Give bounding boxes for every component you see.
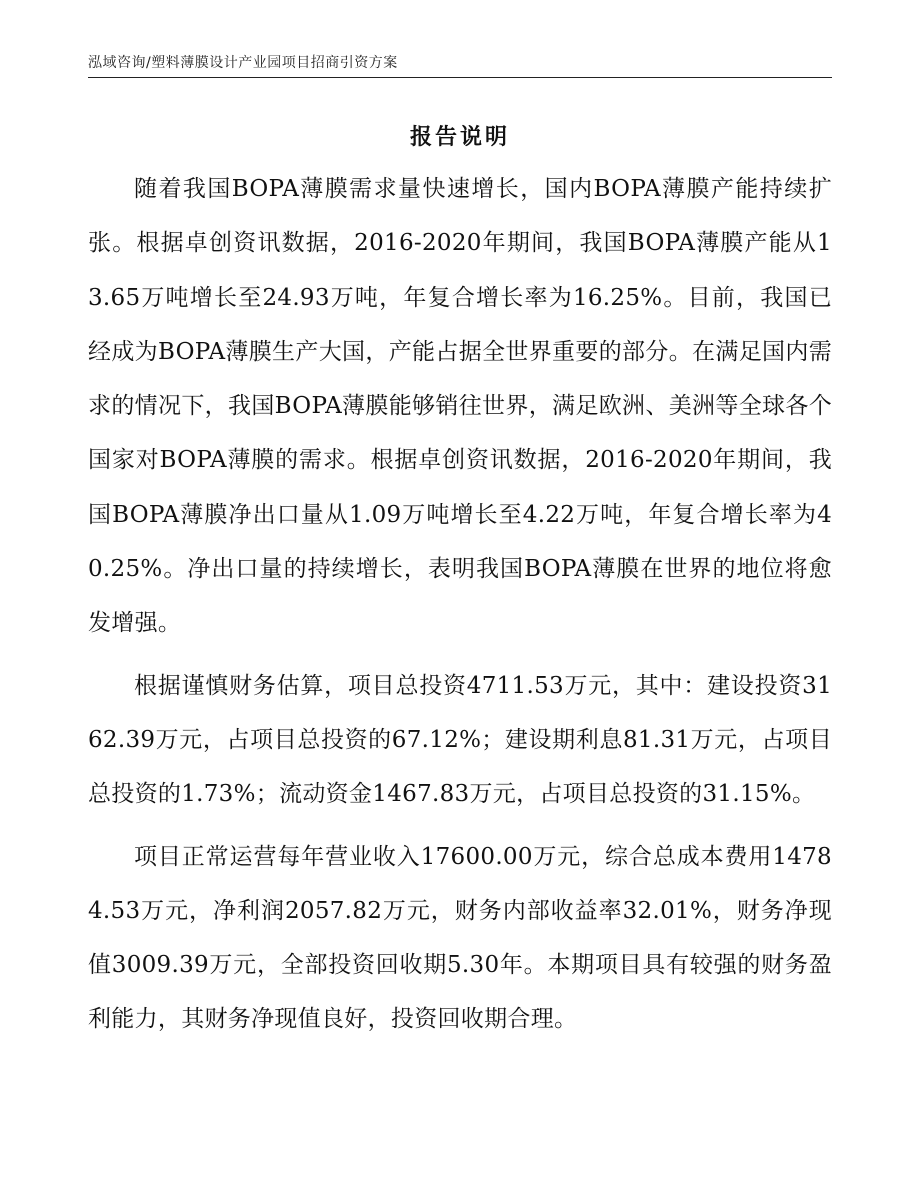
header-divider: [88, 77, 832, 78]
paragraph-market-overview: 随着我国BOPA薄膜需求量快速增长，国内BOPA薄膜产能持续扩张。根据卓创资讯数据，2016-2020年期间，我国BOPA薄膜产能从13.65万吨增长至24.93万吨，年复合增长率为16.25%。目前，我国已经成为BOPA薄膜生产大国，产能占据全世界重要的部分。在满足国内需求的情况下，我国BOPA薄膜能够销往世界，满足欧洲、美洲等全球各个国家对BOPA薄膜的需求。根据卓创资讯数据，2016-2020年期间，我国BOPA薄膜净出口量从1.09万吨增长至4.22万吨，年复合增长率为40.25%。净出口量的持续增长，表明我国BOPA薄膜在世界的地位将愈发增强。: [88, 176, 832, 637]
page-title: 报告说明: [409, 125, 510, 150]
paragraph-investment: 根据谨慎财务估算，项目总投资4711.53万元，其中：建设投资3162.39万元，占项目总投资的67.12%；建设期利息81.31万元，占项目总投资的1.73%；流动资金1467.83万元，占项目总投资的31.15%。: [88, 672, 832, 808]
document-body: [88, 162, 832, 1055]
paragraph-financials: 项目正常运营每年营业收入17600.00万元，综合总成本费用14784.53万元，净利润2057.82万元，财务内部收益率32.01%，财务净现值3009.39万元，全部投资回收期5.30年。本期项目具有较强的财务盈利能力，其财务净现值良好，投资回收期合理。: [88, 843, 832, 1033]
running-header: 泓域咨询/塑料薄膜设计产业园项目招商引资方案: [88, 55, 398, 71]
